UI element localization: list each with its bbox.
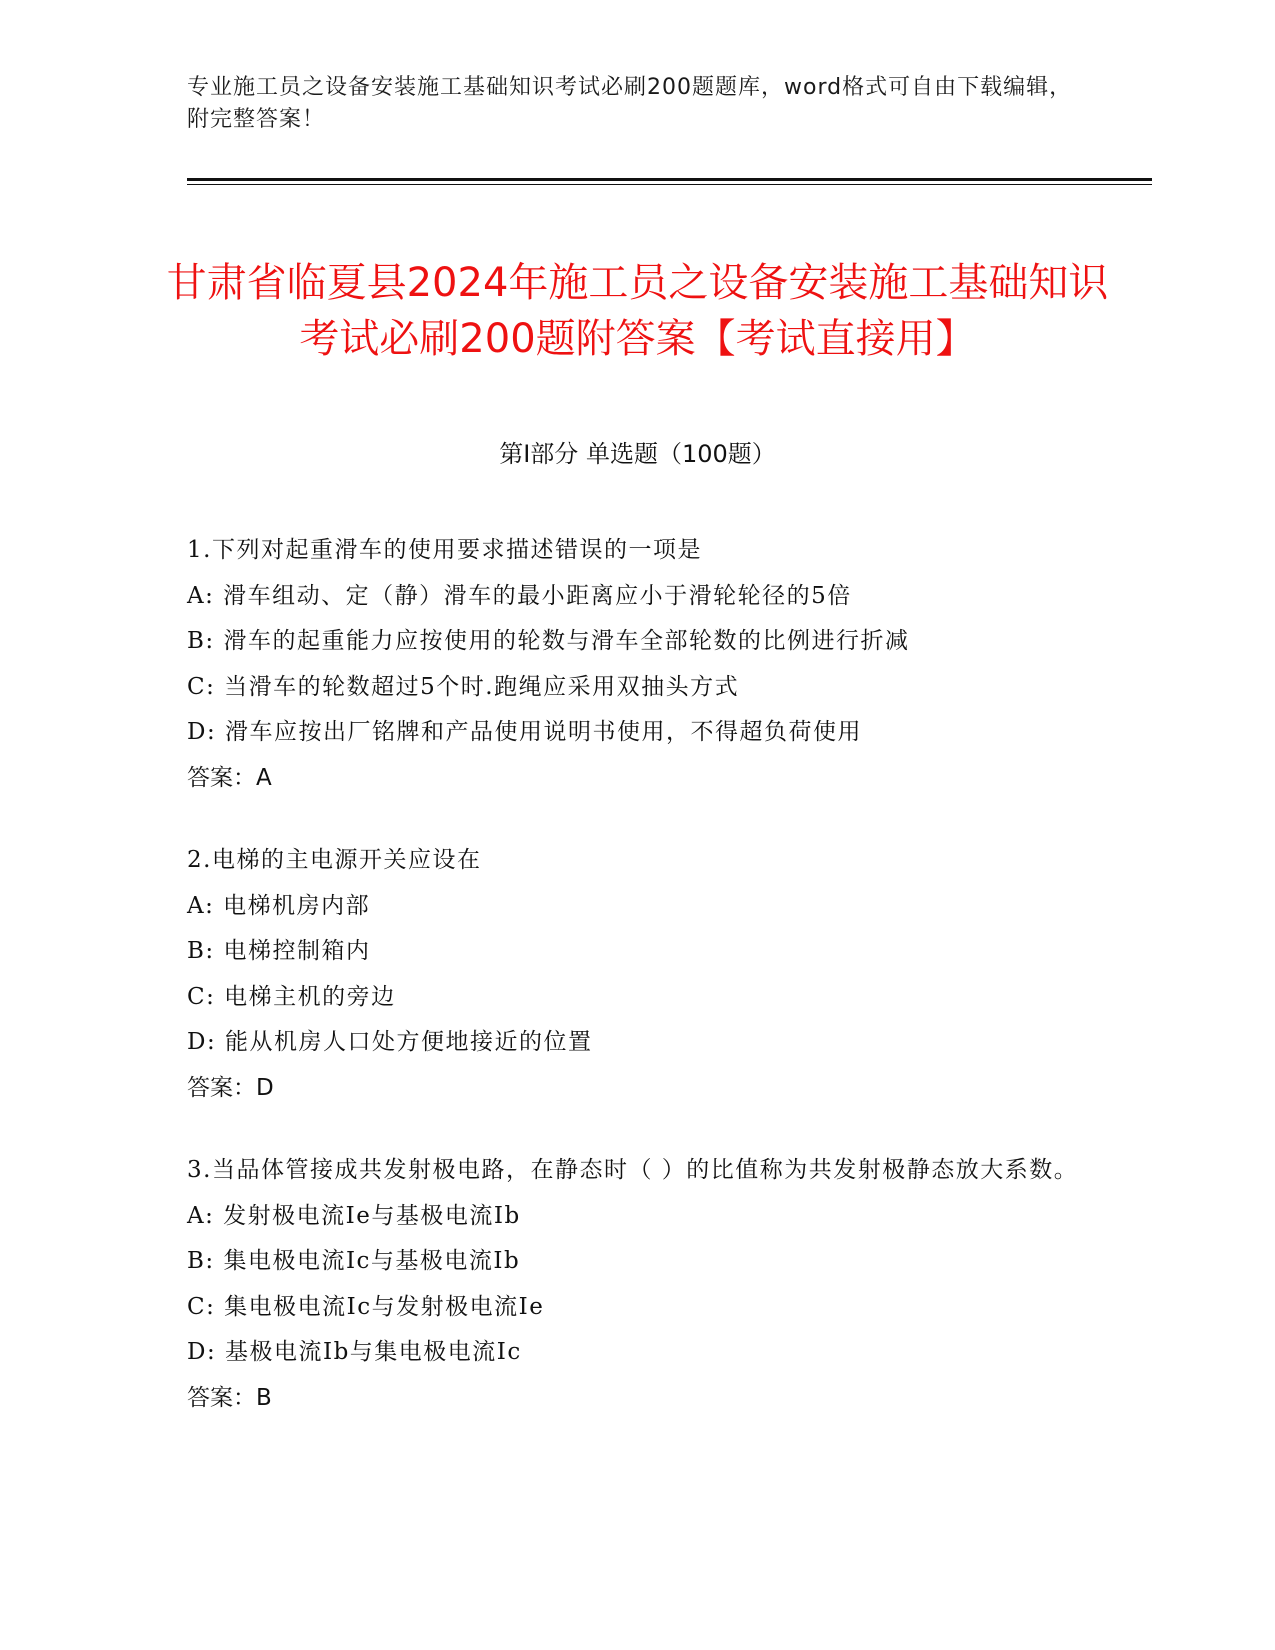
question-list — [187, 528, 1087, 1458]
question-2 — [187, 838, 1087, 1111]
header-divider-thin — [187, 184, 1152, 185]
question-stem: 2.电梯的主电源开关应设在 — [187, 847, 482, 873]
question-1 — [187, 528, 1087, 801]
option-d: D: 滑车应按出厂铭牌和产品使用说明书使用，不得超负荷使用 — [187, 719, 863, 745]
question-stem: 1.下列对起重滑车的使用要求描述错误的一项是 — [187, 537, 702, 563]
option-c: C: 当滑车的轮数超过5个时.跑绳应采用双抽头方式 — [187, 673, 740, 700]
answer-line: 答案：D — [187, 1074, 274, 1101]
option-b: B: 滑车的起重能力应按使用的轮数与滑车全部轮数的比例进行折减 — [187, 628, 910, 654]
answer-line: 答案：A — [187, 764, 272, 791]
option-a: A: 滑车组动、定（静）滑车的最小距离应小于滑轮轮径的5倍 — [187, 582, 852, 609]
option-a: A: 电梯机房内部 — [187, 892, 371, 919]
question-3 — [187, 1148, 1087, 1421]
header-note: 专业施工员之设备安装施工基础知识考试必刷200题题库，word格式可自由下载编辑，附完整答案！ — [187, 75, 1073, 132]
answer-line: 答案：B — [187, 1384, 272, 1411]
option-b: B: 集电极电流Ic与基极电流Ib — [187, 1248, 521, 1274]
option-a: A: 发射极电流Ie与基极电流Ib — [187, 1202, 521, 1229]
option-c: C: 集电极电流Ic与发射极电流Ie — [187, 1293, 545, 1320]
question-stem: 3.当品体管接成共发射极电路，在静态时（ ）的比值称为共发射极静态放大系数。 — [187, 1157, 1079, 1183]
option-d: D: 基极电流Ib与集电极电流Ic — [187, 1339, 522, 1365]
section-heading: 第Ⅰ部分 单选题（100题） — [499, 440, 776, 468]
option-d: D: 能从机房人口处方便地接近的位置 — [187, 1029, 593, 1055]
header-divider-thick — [187, 178, 1152, 181]
option-c: C: 电梯主机的旁边 — [187, 983, 396, 1010]
document-title: 甘肃省临夏县2024年施工员之设备安装施工基础知识考试必刷200题附答案【考试直接用】 — [166, 259, 1109, 362]
option-b: B: 电梯控制箱内 — [187, 938, 371, 964]
